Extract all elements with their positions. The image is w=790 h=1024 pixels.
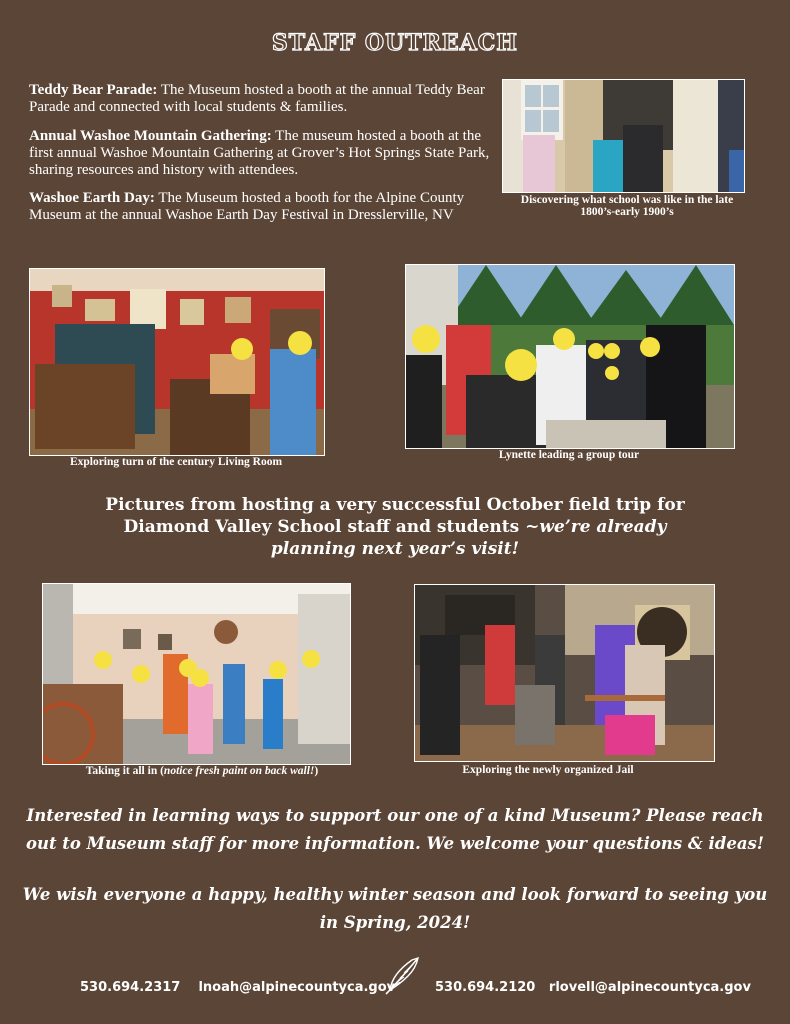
field-trip-heading	[0, 494, 790, 560]
field-trip-line-1: Pictures from hosting a very successful October field trip for	[105, 495, 685, 515]
right-phone: 530.694.2120	[435, 980, 536, 995]
left-phone: 530.694.2317	[80, 980, 181, 995]
museum-hall-caption	[42, 765, 362, 777]
earth-day-paragraph	[29, 190, 484, 224]
living-room-caption: Exploring turn of the century Living Room	[69, 456, 283, 468]
footer-left-contact	[80, 980, 395, 995]
jail-photo	[414, 584, 715, 762]
group-tour-photo	[405, 264, 735, 449]
footer-right-contact	[435, 980, 751, 995]
museum-hall-caption-text: Taking it all in (	[85, 765, 164, 777]
paragraph-heading: Washoe Earth Day:	[29, 190, 155, 206]
paragraph-text: The Museum hosted a booth for the Alpine County Museum at the annual Washoe Earth Day Festival in Dresslerville, NV	[29, 190, 465, 223]
paragraph-text: The museum hosted a booth at the first annual Washoe Mountain Gathering at Grover’s Hot Springs State Park, sharing resources and history with attendees.	[29, 128, 490, 178]
paragraph-heading: Teddy Bear Parade:	[29, 82, 158, 98]
living-room-photo	[29, 268, 325, 456]
museum-hall-caption-italic: notice fresh paint on back wall!	[163, 765, 315, 777]
page-title: STAFF OUTREACH	[271, 30, 519, 56]
support-message: Interested in learning ways to support our one of a kind Museum? Please reach out to Museum staff for more information. We welcome your questions & ideas!	[25, 806, 765, 853]
jail-caption: Exploring the newly organized Jail	[462, 764, 634, 776]
school-caption: Discovering what school was like in the late 1800’s-early 1900’s	[520, 194, 734, 218]
paragraph-heading: Annual Washoe Mountain Gathering:	[29, 128, 272, 144]
field-trip-line-2-text: Diamond Valley School staff and students ~	[123, 517, 540, 537]
winter-wish-message: We wish everyone a happy, healthy winter season and look forward to seeing you in Spring, 2024!	[22, 885, 768, 932]
school-photo	[502, 79, 745, 193]
left-email-link[interactable]: lnoah@alpinecountyca.gov	[198, 980, 396, 995]
feather-icon	[378, 952, 426, 1000]
museum-hall-caption-end: )	[314, 765, 319, 777]
field-trip-line-3: planning next year’s visit!	[270, 539, 520, 559]
group-tour-caption: Lynette leading a group tour	[498, 449, 640, 461]
right-email-link[interactable]: rlovell@alpinecountyca.gov	[548, 980, 751, 995]
field-trip-line-2	[0, 516, 790, 538]
teddy-bear-paragraph	[29, 82, 499, 116]
washoe-gathering-paragraph	[29, 128, 499, 179]
museum-hall-photo	[42, 583, 351, 765]
field-trip-line-2-italic: we’re already	[539, 517, 667, 537]
paragraph-text: The Museum hosted a booth at the annual Teddy Bear Parade and connected with local students & families.	[29, 82, 485, 115]
